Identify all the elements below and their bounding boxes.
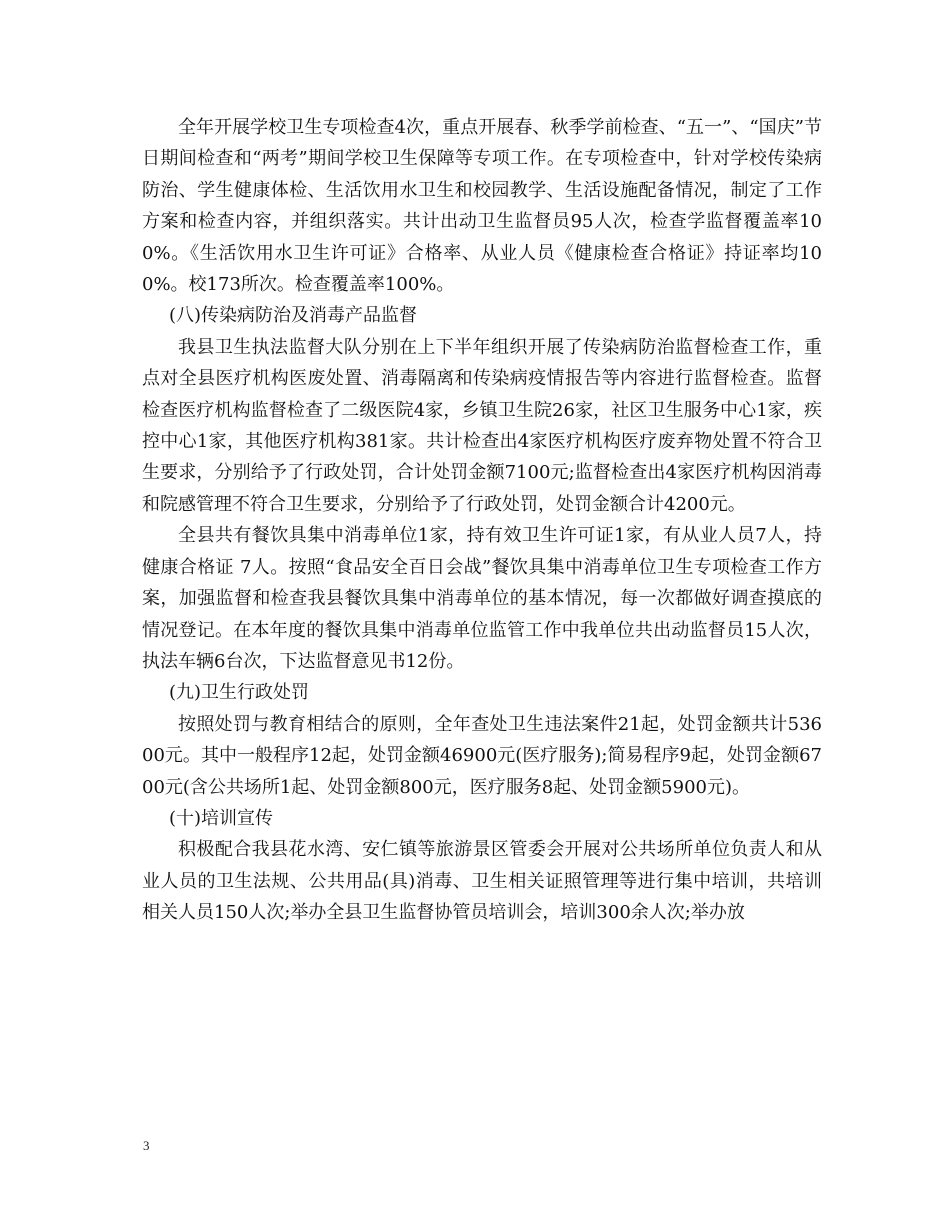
section-heading-training: (十)培训宣传	[169, 807, 274, 829]
section-heading-infectious-disease: (八)传染病防治及消毒产品监督	[169, 305, 418, 327]
paragraph-penalty-cases: 按照处罚与教育相结合的原则，全年查处卫生违法案件21起，处罚金额共计53600元。其中一般程序12起，处罚金额46900元(医疗服务);简易程序9起，处罚金额6700元(含公共场所1起、处罚金额800元，医疗服务8起、处罚金额5900元)。	[142, 713, 822, 798]
paragraph-training-publicity: 积极配合我县花水湾、安仁镇等旅游景区管委会开展对公共场所单位负责人和从业人员的卫生法规、公共用品(具)消毒、卫生相关证照管理等进行集中培训，共培训相关人员150人次;举办全县卫生监督协管员培训会，培训300余人次;举办放	[142, 839, 822, 924]
paragraph-tableware-disinfection: 全县共有餐饮具集中消毒单位1家，持有效卫生许可证1家，有从业人员7人，持健康合格证 7人。按照“食品安全百日会战”餐饮具集中消毒单位卫生专项检查工作方案，加强监督和检查我县餐饮具集中消毒单位的基本情况，每一次都做好调查摸底的情况登记。在本年度的餐饮具集中消毒单位监管工作中我单位共出动监督员15人次，执法车辆6台次，下达监督意见书12份。	[142, 525, 822, 672]
page-number: 3	[143, 1138, 150, 1153]
paragraph-infectious-disease-inspection: 我县卫生执法监督大队分别在上下半年组织开展了传染病防治监督检查工作，重点对全县医疗机构医废处置、消毒隔离和传染病疫情报告等内容进行监督检查。监督检查医疗机构监督检查了二级医院4家，乡镇卫生院26家，社区卫生服务中心1家，疾控中心1家，其他医疗机构381家。共计检查出4家医疗机构医疗废弃物处置不符合卫生要求，分别给予了行政处罚，合计处罚金额7100元;监督检查出4家医疗机构因消毒和院感管理不符合卫生要求，分别给予了行政处罚，处罚金额合计4200元。	[142, 336, 822, 515]
paragraph-school-hygiene: 全年开展学校卫生专项检查4次，重点开展春、秋季学前检查、“五一”、“国庆”节日期间检查和“两考”期间学校卫生保障等专项工作。在专项检查中，针对学校传染病防治、学生健康体检、生活饮用水卫生和校园教学、生活设施配备情况，制定了工作方案和检查内容，并组织落实。共计出动卫生监督员95人次，检查学监督覆盖率100%。《生活饮用水卫生许可证》合格率、从业人员《健康检查合格证》持证率均100%。校173所次。检查覆盖率100%。	[142, 117, 822, 296]
section-heading-administrative-penalty: (九)卫生行政处罚	[169, 682, 310, 704]
document-body	[142, 112, 822, 929]
